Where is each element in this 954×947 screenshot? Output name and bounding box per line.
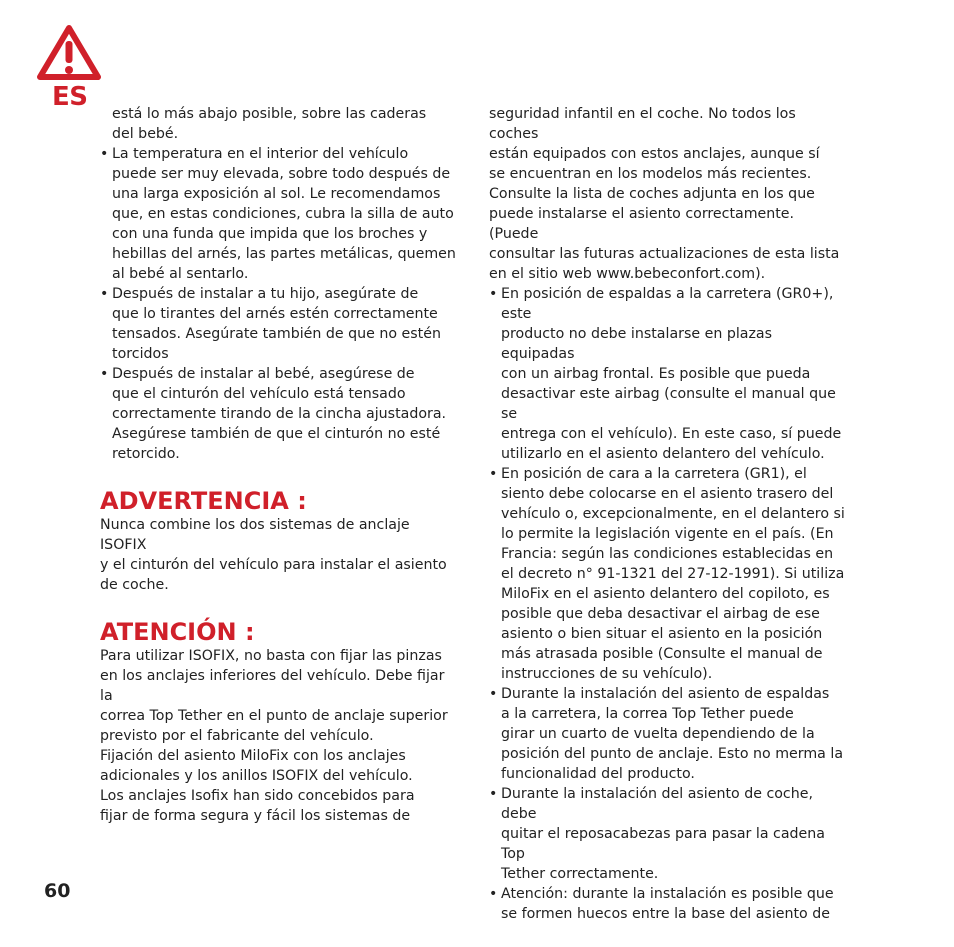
- bullet-gaps: • Atención: durante la instalación es posible que se formen huecos entre la base del asiento de: [489, 884, 847, 924]
- intro-continuation: está lo más abajo posible, sobre las caderas del bebé.: [112, 106, 427, 142]
- intro-continuation-right: seguridad infantil en el coche. No todos los coches están equipados con estos anclajes, aunque sí se encuentran en los modelos más recientes. Consulte la lista de coches adjunta en los que puede instalarse el asiento correctamente. (Puede consultar las futuras actualizaciones de esta lista en el sitio web www.bebeconfort.com).: [489, 106, 840, 282]
- language-code: ES: [52, 82, 88, 112]
- page-number: 60: [44, 880, 71, 902]
- attention-heading: ATENCIÓN :: [100, 618, 255, 646]
- bullet-forward-facing: • En posición de cara a la carretera (GR1), el siento debe colocarse en el asiento trasero del vehículo o, excepcionalmente, en el delantero si lo permite la legislación vigente en el país. (En Francia: según las condiciones establecidas en el decreto n° 91-1321 del 27-12-1991). Si utiliza MiloFix en el asiento delantero del copiloto, es posible que deba desactivar el airbag de ese asiento o bien situar el asiento en la posición más atrasada posible (Consulte el manual de instrucciones de su vehículo).: [489, 464, 847, 684]
- warning-text: Nunca combine los dos sistemas de anclaje ISOFIX y el cinturón del vehículo para instalar el asiento de coche.: [100, 517, 447, 593]
- warning-heading: ADVERTENCIA :: [100, 487, 307, 515]
- warning-triangle-icon: [36, 24, 102, 82]
- bullet-rear-facing-airbag: • En posición de espaldas a la carretera (GR0+), este producto no debe instalarse en plazas equipadas con un airbag frontal. Es posible que pueda desactivar este airbag (consulte el manual que se entrega con el vehículo). En este caso, sí puede utilizarlo en el asiento delantero del vehículo.: [489, 284, 847, 464]
- bullet-headrest: • Durante la instalación del asiento de coche, debe quitar el reposacabezas para pasar la cadena Top Tether correctamente.: [489, 784, 847, 884]
- left-column: [100, 104, 460, 826]
- right-column: [489, 104, 847, 924]
- bullet-temperature: • La temperatura en el interior del vehículo puede ser muy elevada, sobre todo después de una larga exposición al sol. Le recomendamos que, en estas condiciones, cubra la silla de auto con una funda que impida que los broches y hebillas del arnés, las partes metálicas, quemen al bebé al sentarlo.: [100, 144, 460, 284]
- bullet-harness: • Después de instalar a tu hijo, asegúrate de que lo tirantes del arnés estén correctamente tensados. Asegúrate también de que no estén torcidos: [100, 284, 460, 364]
- bullet-top-tether: • Durante la instalación del asiento de espaldas a la carretera, la correa Top Tether puede girar un cuarto de vuelta dependiendo de la posición del punto de anclaje. Esto no merma la funcionalidad del producto.: [489, 684, 847, 784]
- attention-text: Para utilizar ISOFIX, no basta con fijar las pinzas en los anclajes inferiores del vehículo. Debe fijar la correa Top Tether en el punto de anclaje superior previsto por el fabricante del vehículo. Fijación del asiento MiloFix con los anclajes adicionales y los anillos ISOFIX del vehículo. Los anclajes Isofix han sido concebidos para fijar de forma segura y fácil los sistemas de: [100, 648, 448, 824]
- bullet-vehicle-belt: • Después de instalar al bebé, asegúrese de que el cinturón del vehículo está tensado correctamente tirando de la cincha ajustadora. Asegúrese también de que el cinturón no esté retorcido.: [100, 364, 460, 464]
